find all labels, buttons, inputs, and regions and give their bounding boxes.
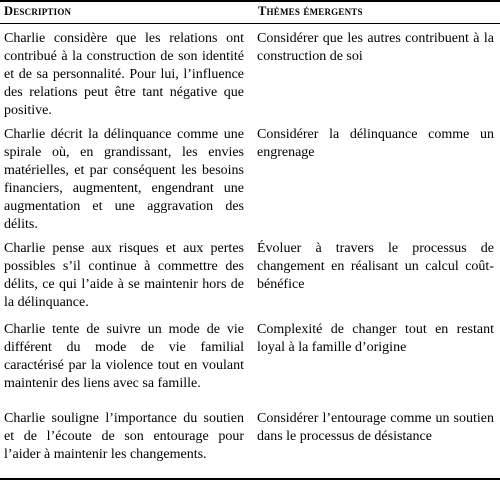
description-cell: Charlie tente de suivre un mode de vie différent du mode de vie familial caractérisé par la violence tout en voulant maintenir des liens avec sa famille. <box>4 322 244 391</box>
theme-cell: Évoluer à travers le processus de changement en réalisant un calcul coût-bénéfice <box>257 241 494 292</box>
description-cell: Charlie décrit la délinquance comme une spirale où, en grandissant, les envies matérielles, et par conséquent les besoins financiers, augmentent, engendrant une augmentation et une aggravation des délits. <box>4 127 244 232</box>
theme-cell: Complexité de changer tout en restant loyal à la famille d’origine <box>257 322 494 355</box>
header-emergent-themes: Thèmes émergents <box>258 4 363 18</box>
table-bottom-rule <box>0 478 500 480</box>
description-cell: Charlie considère que les relations ont contribué à la construction de son identité et de sa personnalité. Pour lui, l’influence des relations peut être tant négative que positive. <box>4 31 244 118</box>
table-header-rule <box>0 23 500 24</box>
theme-cell: Considérer que les autres contribuent à la construction de soi <box>257 31 494 64</box>
theme-cell: Considérer la délinquance comme un engrenage <box>257 127 494 160</box>
theme-cell: Considérer l’entourage comme un soutien dans le processus de désistance <box>257 411 494 444</box>
header-description: Description <box>4 4 72 18</box>
table-top-rule <box>0 0 500 2</box>
description-cell: Charlie souligne l’importance du soutien et de l’écoute de son entourage pour l’aider à maintenir les changements. <box>4 411 244 462</box>
description-cell: Charlie pense aux risques et aux pertes possibles s’il continue à commettre des délits, ce qui l’aide à se maintenir hors de la délinquance. <box>4 241 244 310</box>
